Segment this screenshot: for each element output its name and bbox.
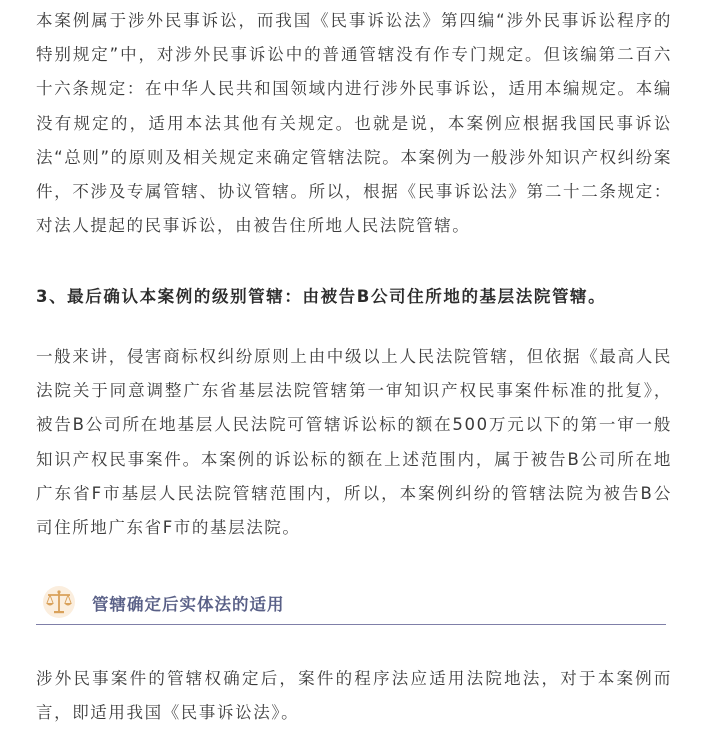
body-paragraph-procedural-law: 涉外民事案件的管辖权确定后，案件的程序法应适用法院地法，对于本案例而言，即适用我国《民事诉讼法》。 <box>36 669 672 723</box>
section-title: 管辖确定后实体法的适用 <box>92 595 285 614</box>
scales-of-justice-icon <box>42 585 76 619</box>
subheading-level-jurisdiction: 3、最后确认本案例的级别管辖：由被告B公司住所地的基层法院管辖。 <box>36 287 607 306</box>
section-header <box>36 584 666 625</box>
body-paragraph-jurisdiction-basis: 本案例属于涉外民事诉讼，而我国《民事诉讼法》第四编“涉外民事诉讼程序的特别规定”中，对涉外民事诉讼中的普通管辖没有作专门规定。但该编第二百六十六条规定：在中华人民共和国领域内进行涉外民事诉讼，适用本编规定。本编没有规定的，适用本法其他有关规定。也就是说，本案例应根据我国民事诉讼法“总则”的原则及相关规定来确定管辖法院。本案例为一般涉外知识产权纠纷案件，不涉及专属管辖、协议管辖。所以，根据《民事诉讼法》第二十二条规定：对法人提起的民事诉讼，由被告住所地人民法院管辖。 <box>36 11 672 236</box>
body-paragraph-basic-court: 一般来讲，侵害商标权纠纷原则上由中级以上人民法院管辖，但依据《最高人民法院关于同意调整广东省基层法院管辖第一审知识产权民事案件标准的批复》，被告B公司所在地基层人民法院可管辖诉讼标的额在500万元以下的第一审一般知识产权民事案件。本案例的诉讼标的额在上述范围内，属于被告B公司所在地广东省F市基层人民法院管辖范围内，所以，本案例纠纷的管辖法院为被告B公司住所地广东省F市的基层法院。 <box>36 347 672 538</box>
